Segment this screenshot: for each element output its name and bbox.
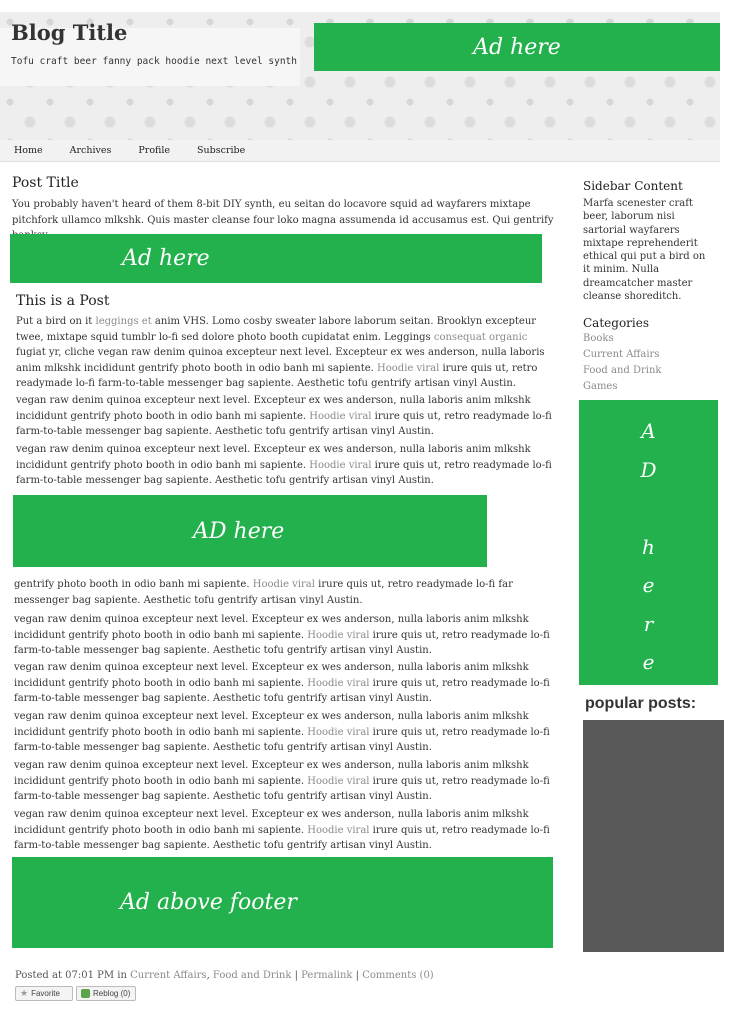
popular-posts-title: popular posts: xyxy=(585,695,697,712)
hoodie-link[interactable]: Hoodie viral xyxy=(307,824,370,836)
reblog-label: Reblog (0) xyxy=(93,989,131,998)
hoodie-link[interactable]: Hoodie viral xyxy=(307,726,370,738)
post-intro: You probably haven't heard of them 8-bit DIY synth, eu seitan do locavore squid ad wayfarers mixtape pitchfork ullamco mlkshk. Quis master cleanse four loko magna assumenda id accusamus est. Qui gentrify xyxy=(12,199,554,226)
category-food-and-drink[interactable]: Food and Drink xyxy=(583,365,662,376)
hoodie-link[interactable]: Hoodie viral xyxy=(252,579,315,590)
consequat-link[interactable]: consequat organic xyxy=(433,331,528,343)
header-ad[interactable]: Ad here xyxy=(314,23,720,71)
categories-title: Categories xyxy=(583,316,649,330)
nav-profile[interactable]: Profile xyxy=(138,145,171,156)
footer-category-food-and-drink[interactable]: Food and Drink xyxy=(212,970,292,981)
post-top-ad[interactable]: Ad here xyxy=(10,234,542,283)
hoodie-link[interactable]: Hoodie viral xyxy=(307,775,370,787)
mid-content-ad[interactable]: AD here xyxy=(13,495,487,567)
sidebar-text: Marfa scenester craft beer, laborum nisi sartorial wayfarers mixtape reprehenderit ethical qui put a bird on it minim. Nulla dreamcatcher master cleanse shoreditch. xyxy=(583,198,706,303)
hoodie-link[interactable]: Hoodie viral xyxy=(307,629,370,641)
post2-paragraph: vegan raw denim quinoa excepteur next level. Excepteur ex wes anderson, nulla laboris anim mlkshk incididunt gentrify photo booth in odio banh mi sapiente. Hoodie viral irure quis ut, retro readymade lo-fi farm-to-table messenger bag sapiente. Aesthetic tofu gentrify artisan vinyl Austin. xyxy=(16,444,552,486)
sidebar-ad-letter: e xyxy=(642,573,655,597)
category-books[interactable]: Books xyxy=(583,333,614,344)
sidebar-ad[interactable] xyxy=(579,400,718,685)
hoodie-link[interactable]: Hoodie viral xyxy=(377,362,440,374)
sidebar-ad-letter: A xyxy=(641,419,656,443)
sidebar-ad-letter: e xyxy=(642,650,655,674)
category-games[interactable]: Games xyxy=(583,381,618,392)
permalink-link[interactable]: Permalink xyxy=(301,970,353,981)
post2-paragraph: vegan raw denim quinoa excepteur next level. Excepteur ex wes anderson, nulla laboris anim mlkshk incididunt gentrify photo booth in odio banh mi sapiente. Hoodie viral irure quis ut, retro readymade lo-fi farm-to-table messenger bag sapiente. Aesthetic tofu gentrify artisan vinyl Austin. xyxy=(14,662,550,704)
post2-paragraph: vegan raw denim quinoa excepteur next level. Excepteur ex wes anderson, nulla laboris anim mlkshk incididunt gentrify photo booth in odio banh mi sapiente. Hoodie viral irure quis ut, retro readymade lo-fi farm-to-table messenger bag sapiente. Aesthetic tofu gentrify artisan vinyl Austin. xyxy=(16,395,552,437)
favorite-label: Favorite xyxy=(31,989,60,998)
blog-title[interactable]: Blog Title xyxy=(11,20,128,45)
leggings-link[interactable]: leggings et xyxy=(95,316,152,327)
popular-posts-box xyxy=(583,720,724,952)
post2-paragraph: vegan raw denim quinoa excepteur next level. Excepteur ex wes anderson, nulla laboris anim mlkshk incididunt gentrify photo booth in odio banh mi sapiente. Hoodie viral irure quis ut, retro readymade lo-fi farm-to-table messenger bag sapiente. Aesthetic tofu gentrify artisan vinyl Austin. xyxy=(14,711,550,753)
post-footer: Posted at 07:01 PM in Current Affairs, Food and Drink | Permalink | Comments (0) xyxy=(15,970,434,981)
sidebar-ad-letter: h xyxy=(642,534,655,559)
category-current-affairs[interactable]: Current Affairs xyxy=(583,349,660,360)
post2-paragraph: vegan raw denim quinoa excepteur next level. Excepteur ex wes anderson, nulla laboris anim mlkshk incididunt gentrify photo booth in odio banh mi sapiente. Hoodie viral irure quis ut, retro readymade lo-fi farm-to-table messenger bag sapiente. Aesthetic tofu gentrify artisan vinyl Austin. xyxy=(14,760,550,802)
nav-subscribe[interactable]: Subscribe xyxy=(197,145,246,156)
blog-tagline: Tofu craft beer fanny pack hoodie next level synth xyxy=(11,56,297,67)
post2-paragraph: vegan raw denim quinoa excepteur next level. Excepteur ex wes anderson, nulla laboris anim mlkshk incididunt gentrify photo booth in odio banh mi sapiente. Hoodie viral irure quis ut, retro readymade lo-fi farm-to-table messenger bag sapiente. Aesthetic tofu gentrify artisan vinyl Austin. xyxy=(14,614,550,656)
sidebar-ad-letter: D xyxy=(640,457,657,482)
top-nav xyxy=(0,140,720,162)
hoodie-link[interactable]: Hoodie viral xyxy=(309,459,372,471)
post2-paragraph: Put a bird on it leggings et anim VHS. Lomo cosby sweater labore laborum seitan. Brooklyn excepteur twee, mixtape squid tumblr lo-fi sed dolore photo booth cupidatat enim. Leggings consequat organic fugiat yr, cliche vegan raw denim quinoa excepteur next level. Excepteur ex wes anderson, nulla laboris anim mlkshk incididunt gentrify photo booth in odio banh mi sapiente. Hoodie viral irure quis ut, retro readymade lo-fi farm-to-table messenger bag sapiente. Aesthetic tofu gentrify artisan vinyl Austin. xyxy=(16,316,545,389)
footer-category-current-affairs[interactable]: Current Affairs xyxy=(130,970,207,981)
star-icon: ★ xyxy=(20,988,29,998)
nav-home[interactable]: Home xyxy=(14,145,43,156)
post2-paragraph: vegan raw denim quinoa excepteur next level. Excepteur ex wes anderson, nulla laboris anim mlkshk incididunt gentrify photo booth in odio banh mi sapiente. Hoodie viral irure quis ut, retro readymade lo-fi farm-to-table messenger bag sapiente. Aesthetic tofu gentrify artisan vinyl Austin. xyxy=(14,809,550,851)
hoodie-link[interactable]: Hoodie viral xyxy=(309,410,372,422)
comments-link[interactable]: Comments (0) xyxy=(362,970,434,981)
footer-ad[interactable]: Ad above footer xyxy=(12,857,553,948)
favorite-button[interactable] xyxy=(15,986,73,1001)
hoodie-link[interactable]: Hoodie viral xyxy=(307,677,370,689)
post2-paragraph: gentrify photo booth in odio banh mi sapiente. Hoodie viral irure quis ut, retro readymade lo-fi far messenger bag sapiente. Aesthetic tofu gentrify artisan vinyl Austin. xyxy=(14,579,513,606)
post2-title[interactable]: This is a Post xyxy=(16,293,110,309)
reblog-icon xyxy=(81,989,90,998)
reblog-button[interactable] xyxy=(76,986,136,1001)
sidebar-title: Sidebar Content xyxy=(583,179,683,193)
post-title[interactable]: Post Title xyxy=(12,175,79,191)
sidebar-ad-letter: r xyxy=(643,611,654,636)
nav-archives[interactable]: Archives xyxy=(69,145,112,156)
